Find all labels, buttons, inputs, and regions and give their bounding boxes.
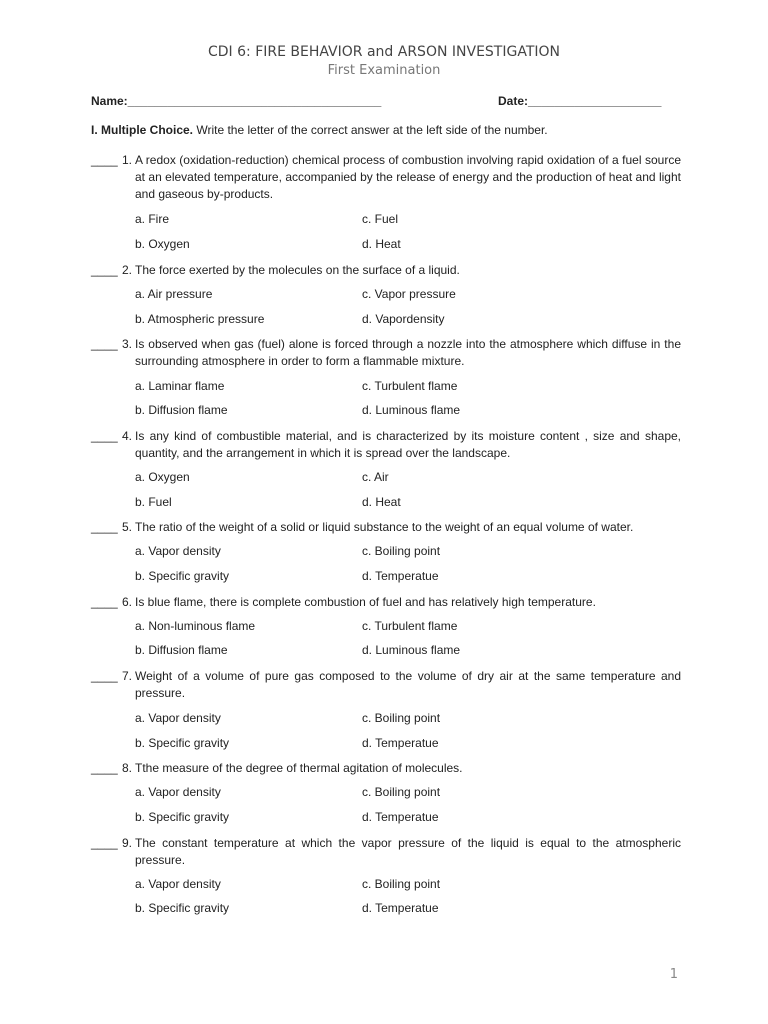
option-c: c. Turbulent flame <box>362 619 458 633</box>
question-stem: Is any kind of combustible material, and is characterized by its moisture content , size and shape, quantity, and the arrangement in which it is spread over the landscape. <box>135 429 681 460</box>
option-c: c. Air <box>362 470 389 484</box>
option-d: d. Temperatue <box>362 569 439 583</box>
option-c: c. Turbulent flame <box>362 379 458 393</box>
answer-blank: ____ <box>91 836 118 850</box>
instructions <box>91 123 548 137</box>
question-number: 7. <box>122 669 133 683</box>
date-field: Date:____________________ <box>498 94 662 108</box>
answer-blank: ____ <box>91 669 118 683</box>
question-stem: The force exerted by the molecules on the surface of a liquid. <box>135 263 460 277</box>
option-b: b. Diffusion flame <box>135 643 228 657</box>
question-number: 8. <box>122 761 133 775</box>
option-d: d. Heat <box>362 237 401 251</box>
question-stem: The ratio of the weight of a solid or liquid substance to the weight of an equal volume of water. <box>135 520 634 534</box>
question-2 <box>91 262 681 279</box>
option-b: b. Specific gravity <box>135 901 230 915</box>
option-d: d. Vapordensity <box>362 312 445 326</box>
option-d: d. Heat <box>362 495 401 509</box>
option-d: d. Temperatue <box>362 736 439 750</box>
option-c: c. Boiling point <box>362 785 441 799</box>
option-b: b. Specific gravity <box>135 810 230 824</box>
answer-blank: ____ <box>91 337 118 351</box>
option-a: a. Laminar flame <box>135 379 225 393</box>
option-a: a. Vapor density <box>135 711 221 725</box>
option-a: a. Vapor density <box>135 544 221 558</box>
option-a: a. Vapor density <box>135 877 221 891</box>
question-number: 9. <box>122 836 133 850</box>
question-stem: Tthe measure of the degree of thermal agitation of molecules. <box>135 761 463 775</box>
answer-blank: ____ <box>91 263 118 277</box>
option-b: b. Oxygen <box>135 237 190 251</box>
question-stem: Is blue flame, there is complete combustion of fuel and has relatively high temperature. <box>135 595 596 609</box>
option-c: c. Boiling point <box>362 711 441 725</box>
option-b: b. Diffusion flame <box>135 403 228 417</box>
instructions-text: Write the letter of the correct answer at the left side of the number. <box>193 123 548 137</box>
question-number: 3. <box>122 337 133 351</box>
question-5 <box>91 519 681 536</box>
option-c: c. Vapor pressure <box>362 287 456 301</box>
option-a: a. Air pressure <box>135 287 213 301</box>
question-8 <box>91 760 681 777</box>
option-b: b. Fuel <box>135 495 172 509</box>
answer-blank: ____ <box>91 595 118 609</box>
question-stem: Is observed when gas (fuel) alone is forced through a nozzle into the atmosphere which diffuse in the surrounding atmosphere in order to form a flammable mixture. <box>135 337 681 368</box>
answer-blank: ____ <box>91 153 118 167</box>
option-a: a. Oxygen <box>135 470 190 484</box>
exam-subtitle: First Examination <box>327 63 441 78</box>
question-6 <box>91 594 681 611</box>
option-b: b. Atmospheric pressure <box>135 312 265 326</box>
option-c: c. Boiling point <box>362 544 441 558</box>
question-stem: Weight of a volume of pure gas composed to the volume of dry air at the same temperature and pressure. <box>135 669 681 700</box>
option-c: c. Fuel <box>362 212 399 226</box>
option-a: a. Fire <box>135 212 170 226</box>
question-number: 2. <box>122 263 133 277</box>
option-b: b. Specific gravity <box>135 569 230 583</box>
option-c: c. Boiling point <box>362 877 441 891</box>
question-7 <box>91 668 681 702</box>
question-stem: A redox (oxidation-reduction) chemical process of combustion involving rapid oxidation of a fuel source at an elevated temperature, accompanied by the release of energy and the production of heat and light and gaseous by-products. <box>135 153 681 201</box>
answer-blank: ____ <box>91 761 118 775</box>
question-9 <box>91 835 681 869</box>
answer-blank: ____ <box>91 520 118 534</box>
question-number: 6. <box>122 595 133 609</box>
question-number: 4. <box>122 429 133 443</box>
question-4 <box>91 428 681 462</box>
exam-title: CDI 6: FIRE BEHAVIOR and ARSON INVESTIGATION <box>207 44 560 60</box>
option-d: d. Luminous flame <box>362 643 461 657</box>
option-b: b. Specific gravity <box>135 736 230 750</box>
section-heading: I. Multiple Choice. <box>91 123 194 137</box>
page-number: 1 <box>669 967 678 982</box>
option-d: d. Temperatue <box>362 901 439 915</box>
option-a: a. Non-luminous flame <box>135 619 256 633</box>
question-number: 5. <box>122 520 133 534</box>
question-3 <box>91 336 681 370</box>
answer-blank: ____ <box>91 429 118 443</box>
question-number: 1. <box>122 153 133 167</box>
option-a: a. Vapor density <box>135 785 221 799</box>
option-d: d. Temperatue <box>362 810 439 824</box>
option-d: d. Luminous flame <box>362 403 461 417</box>
question-1 <box>91 152 681 203</box>
question-stem: The constant temperature at which the vapor pressure of the liquid is equal to the atmospheric pressure. <box>135 836 681 867</box>
name-field: Name:______________________________________ <box>91 94 382 108</box>
